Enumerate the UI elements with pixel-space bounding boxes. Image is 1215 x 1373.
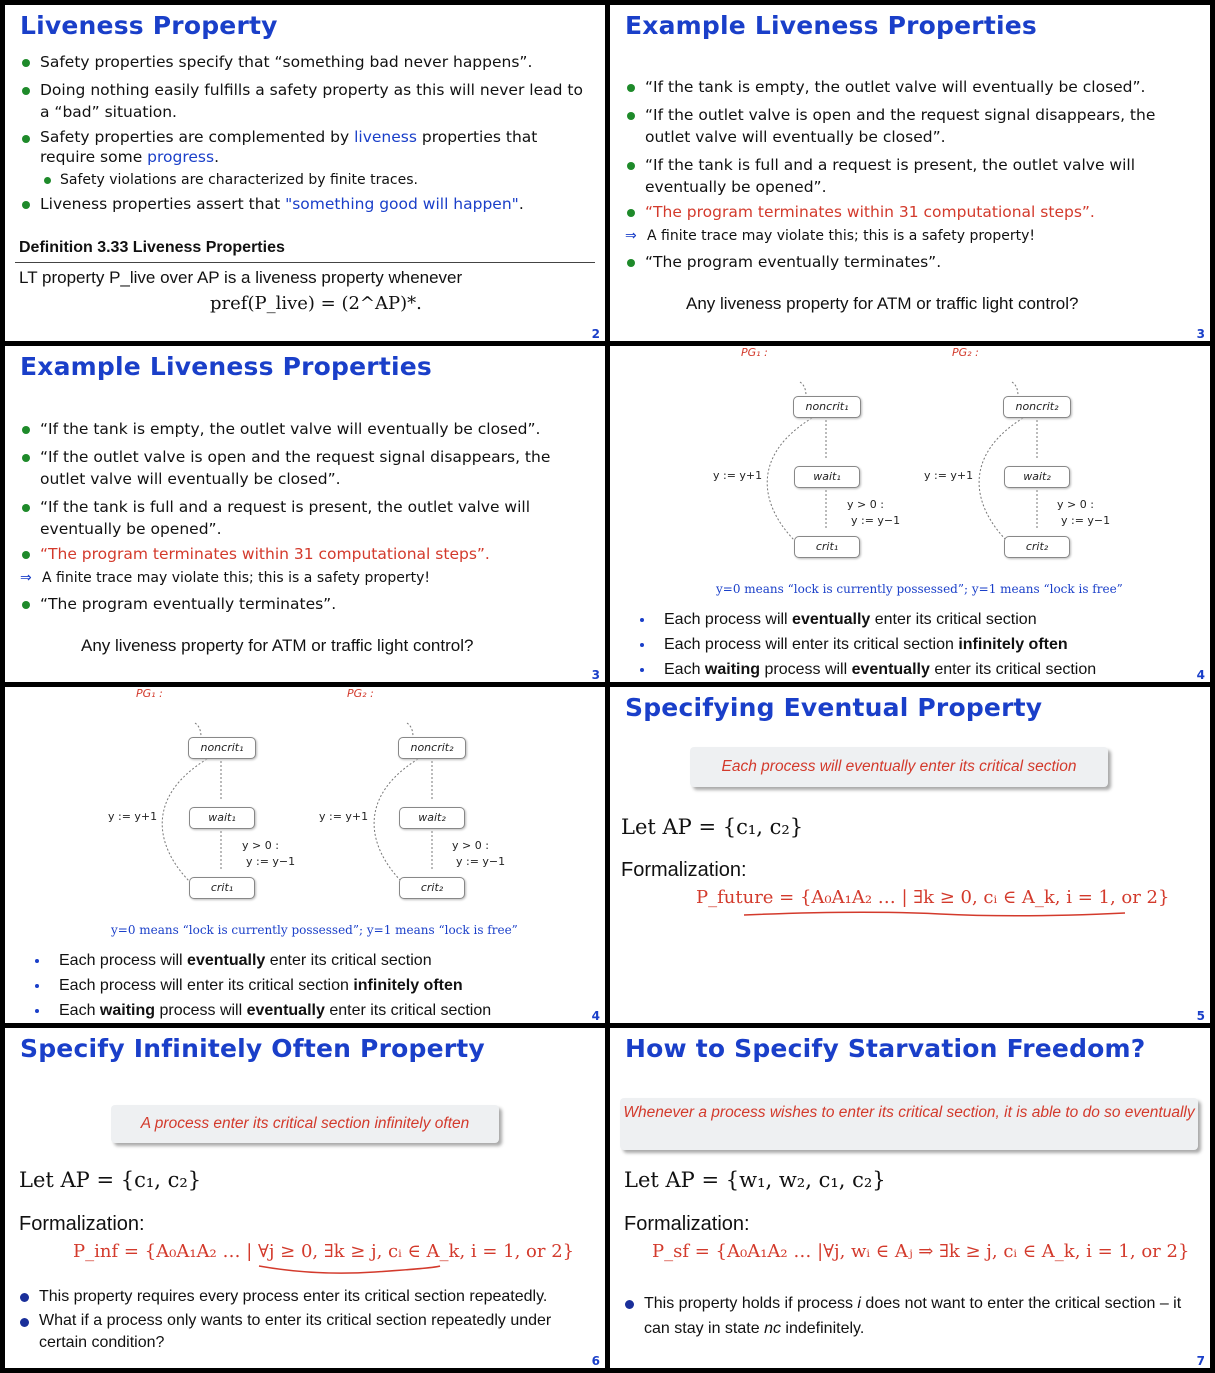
bullet-dot-icon (22, 201, 30, 209)
ap-definition: Let AP = {c₁, c₂} (621, 815, 804, 839)
slide-starvation-freedom (610, 1028, 1210, 1368)
decrement-label: y := y−1 (1061, 514, 1111, 527)
definition-text: LT property P_live over AP is a liveness property whenever (19, 268, 463, 287)
pg2-label: PG₂ : (952, 346, 979, 359)
list-item: “The program terminates within 31 computational steps”. (20, 543, 595, 565)
callout-box: Each process will eventually enter its critical section (690, 747, 1108, 787)
list-item: Doing nothing easily fulfills a safety property as this will never lead to a “bad” situation. (20, 79, 595, 123)
bullet-dot-icon (22, 454, 30, 462)
inf-formula: P_inf = {A₀A₁A₂ … | ∀j ≥ 0, ∃k ≥ j, cᵢ ∈ A_k, i = 1, or 2} (73, 1241, 575, 1262)
handwritten-underline (740, 909, 1130, 921)
bullet-list (20, 51, 595, 215)
bullet-dot-icon (22, 426, 30, 434)
definition-formula: pref(P_live) = (2^AP)*. (210, 293, 422, 314)
list-item: What if a process only wants to enter its critical section repeatedly under certain condition? (19, 1310, 594, 1354)
page-number: 4 (591, 1009, 600, 1023)
slide-example-liveness (610, 5, 1210, 341)
state-noncrit2: noncrit₂ (398, 737, 466, 759)
page-number: 7 (1196, 1354, 1205, 1368)
increment-label: y := y+1 (319, 810, 369, 823)
list-item: “The program terminates within 31 computational steps”. (625, 201, 1200, 223)
state-wait1: wait₁ (189, 807, 255, 829)
initial-arrow (800, 382, 806, 396)
slide-title: Specify Infinitely Often Property (20, 1034, 485, 1063)
bullet-dot-icon (627, 209, 635, 217)
list-item: This property requires every process enter its critical section repeatedly. (19, 1285, 594, 1308)
list-item: Each process will eventually enter its critical section (636, 607, 1196, 632)
bullet-dot-icon (35, 959, 39, 963)
ap-definition: Let AP = {c₁, c₂} (19, 1168, 202, 1192)
state-wait1: wait₁ (794, 466, 860, 488)
question-text: Any liveness property for ATM or traffic light control? (81, 636, 474, 655)
state-crit2: crit₂ (399, 877, 465, 899)
question-text: Any liveness property for ATM or traffic light control? (686, 294, 1079, 313)
list-item: “If the outlet valve is open and the request signal disappears, the outlet valve will eventually be closed”. (625, 104, 1200, 148)
bullet-list (624, 1291, 1199, 1341)
sf-formula: P_sf = {A₀A₁A₂ … |∀j, wᵢ ∈ Aⱼ ⇒ ∃k ≥ j, cᵢ ∈ A_k, i = 1, or 2} (652, 1241, 1190, 1262)
decrement-label: y := y−1 (851, 514, 901, 527)
bullet-dot-icon (627, 162, 635, 170)
slide-title: Specifying Eventual Property (625, 693, 1043, 722)
implication-item: ⇒ A finite trace may violate this; this is a safety property! (20, 567, 595, 589)
bullet-dot-icon (22, 135, 30, 143)
slide-mutex-diagram-copy (5, 687, 605, 1023)
decrement-label: y := y−1 (456, 855, 506, 868)
callout-box: Whenever a process wishes to enter its critical section, it is able to do so eventually (620, 1098, 1198, 1150)
callout-box: A process enter its critical section infinitely often (111, 1105, 499, 1143)
formalization-label: Formalization: (621, 859, 747, 881)
list-item: Safety properties specify that “something bad never happens”. (20, 51, 595, 73)
slide-title: Example Liveness Properties (625, 11, 1037, 40)
state-wait2: wait₂ (399, 807, 465, 829)
state-crit2: crit₂ (1004, 536, 1070, 558)
slide-mutex-diagram (610, 346, 1210, 682)
list-item: “If the outlet valve is open and the request signal disappears, the outlet valve will eventually be closed”. (20, 446, 595, 490)
slide-title: Liveness Property (20, 11, 278, 40)
list-item: Liveness properties assert that "something good will happen". (20, 193, 595, 215)
page-number: 3 (591, 668, 600, 682)
bullet-list (625, 76, 1200, 273)
state-noncrit1: noncrit₁ (188, 737, 256, 759)
slide-liveness-property (5, 5, 605, 341)
list-item: “If the tank is full and a request is present, the outlet valve will eventually be opened”. (625, 154, 1200, 198)
bullet-dot-icon (22, 504, 30, 512)
increment-label: y := y+1 (924, 469, 974, 482)
bullet-list (19, 1285, 594, 1354)
bullet-list (636, 607, 1196, 682)
slide-infinitely-often (5, 1028, 605, 1368)
bullet-list (31, 948, 591, 1023)
formalization-label: Formalization: (19, 1213, 145, 1235)
page-number: 4 (1196, 668, 1205, 682)
page-number: 5 (1196, 1009, 1205, 1023)
pg1-label: PG₁ : (136, 687, 163, 700)
list-item: “If the tank is empty, the outlet valve will eventually be closed”. (625, 76, 1200, 98)
list-item: Each process will enter its critical section infinitely often (636, 632, 1196, 657)
bullet-dot-icon (640, 643, 644, 647)
program-graph-edges (610, 346, 1210, 576)
bullet-dot-icon (627, 84, 635, 92)
guard-label: y > 0 : (847, 498, 884, 511)
list-item: Each waiting process will eventually enter its critical section (31, 998, 591, 1023)
state-crit1: crit₁ (794, 536, 860, 558)
formalization-label: Formalization: (624, 1213, 750, 1235)
implies-arrow-icon: ⇒ (20, 570, 32, 586)
definition-heading: Definition 3.33 Liveness Properties (19, 239, 285, 256)
bullet-dot-icon (20, 1318, 29, 1327)
bullet-dot-icon (640, 618, 644, 622)
guard-label: y > 0 : (1057, 498, 1094, 511)
list-item: “The program eventually terminates”. (20, 593, 595, 615)
decrement-label: y := y−1 (246, 855, 296, 868)
slide-eventual-property (610, 687, 1210, 1023)
list-item: “If the tank is full and a request is present, the outlet valve will eventually be opened”. (20, 496, 595, 540)
list-item: Each waiting process will eventually enter its critical section (636, 657, 1196, 682)
bullet-dot-icon (44, 177, 51, 184)
list-item: “The program eventually terminates”. (625, 251, 1200, 273)
bullet-dot-icon (640, 668, 644, 672)
page-number: 2 (591, 327, 600, 341)
initial-arrow (407, 723, 413, 737)
implies-arrow-icon: ⇒ (625, 228, 637, 244)
bullet-dot-icon (35, 984, 39, 988)
slide-title: Example Liveness Properties (20, 352, 432, 381)
state-noncrit2: noncrit₂ (1003, 396, 1071, 418)
list-item: Each process will eventually enter its critical section (31, 948, 591, 973)
bullet-dot-icon (20, 1293, 29, 1302)
bullet-dot-icon (627, 112, 635, 120)
initial-arrow (1012, 382, 1018, 396)
page-number: 6 (591, 1354, 600, 1368)
guard-label: y > 0 : (242, 839, 279, 852)
bullet-dot-icon (627, 259, 635, 267)
bullet-dot-icon (35, 1009, 39, 1013)
implication-item: ⇒ A finite trace may violate this; this is a safety property! (625, 225, 1200, 247)
bullet-dot-icon (22, 551, 30, 559)
state-wait2: wait₂ (1004, 466, 1070, 488)
increment-label: y := y+1 (108, 810, 158, 823)
sub-list-item: Safety violations are characterized by finite traces. (20, 169, 595, 191)
list-item: “If the tank is empty, the outlet valve will eventually be closed”. (20, 418, 595, 440)
page-number: 3 (1196, 327, 1205, 341)
list-item: Each process will enter its critical section infinitely often (31, 973, 591, 998)
program-graph-edges (5, 687, 605, 917)
guard-label: y > 0 : (452, 839, 489, 852)
pg2-label: PG₂ : (347, 687, 374, 700)
lock-legend: y=0 means “lock is currently possessed”; y=1 means “lock is free” (111, 923, 518, 937)
divider (15, 262, 595, 263)
initial-arrow (195, 723, 201, 737)
bullet-dot-icon (22, 87, 30, 95)
bullet-dot-icon (22, 59, 30, 67)
handwritten-underline (255, 1262, 445, 1276)
list-item: Safety properties are complemented by liveness properties that require some progress. (20, 127, 595, 167)
lock-legend: y=0 means “lock is currently possessed”; y=1 means “lock is free” (716, 582, 1123, 596)
state-noncrit1: noncrit₁ (793, 396, 861, 418)
state-crit1: crit₁ (189, 877, 255, 899)
slide-example-liveness-copy (5, 346, 605, 682)
slide-title: How to Specify Starvation Freedom? (625, 1034, 1146, 1063)
increment-label: y := y+1 (713, 469, 763, 482)
bullet-list (20, 418, 595, 615)
pg1-label: PG₁ : (741, 346, 768, 359)
future-formula: P_future = {A₀A₁A₂ … | ∃k ≥ 0, cᵢ ∈ A_k, i = 1, or 2} (696, 887, 1170, 908)
bullet-dot-icon (625, 1300, 634, 1309)
ap-definition: Let AP = {w₁, w₂, c₁, c₂} (624, 1168, 886, 1192)
bullet-dot-icon (22, 601, 30, 609)
list-item: This property holds if process i does not want to enter the critical section – it can stay in state nc indefinitely. (624, 1291, 1199, 1341)
